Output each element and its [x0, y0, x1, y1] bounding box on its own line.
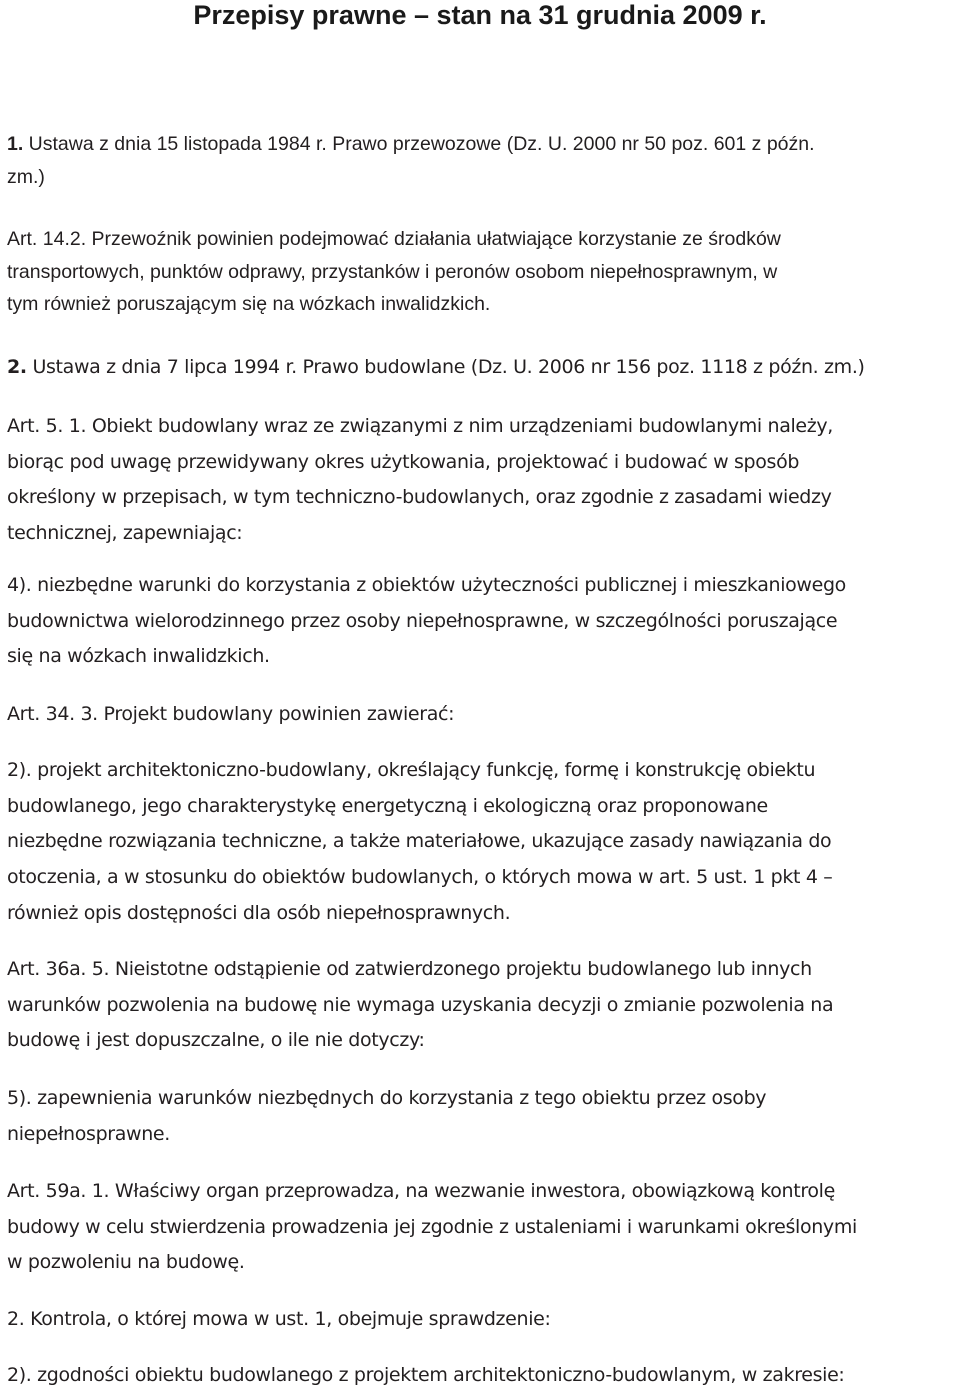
art-34-point-2-line-4: otoczenia, a w stosunku do obiektów budowlanych, o których mowa w art. 5 ust. 1 pkt 4 –: [7, 866, 833, 889]
art-59a-line-2: budowy w celu stwierdzenia prowadzenia jej zgodnie z ustaleniami i warunkami określonymi: [7, 1215, 857, 1238]
page-title: Przepisy prawne – stan na 31 grudnia 2009 r.: [193, 0, 767, 30]
art-34-point-2-line-3: niezbędne rozwiązania techniczne, a także materiałowe, ukazujące zasady nawiązania do: [7, 830, 832, 853]
art-34-paragraph: [7, 697, 957, 733]
art-59a-paragraph: [7, 1174, 957, 1281]
art-5-line-4: technicznej, zapewniając:: [7, 522, 243, 545]
art-36a-point-5-line-1: 5). zapewnienia warunków niezbędnych do korzystania z tego obiektu przez osoby: [7, 1087, 767, 1109]
art-5-point-4-line-2: budownictwa wielorodzinnego przez osoby niepełnosprawne, w szczególności poruszające: [7, 609, 838, 632]
art-59a-ust-2: [7, 1302, 957, 1338]
art-36a-line-1: Art. 36a. 5. Nieistotne odstąpienie od zatwierdzonego projektu budowlanego lub innych: [7, 958, 812, 980]
section-1-heading: [7, 128, 957, 193]
art-36a-line-2: warunków pozwolenia na budowę nie wymaga uzyskania decyzji o zmianie pozwolenia na: [7, 993, 834, 1016]
art-59a-ust-2-line: 2. Kontrola, o której mowa w ust. 1, obejmuje sprawdzenie:: [7, 1308, 551, 1330]
art-5-line-2: biorąc pod uwagę przewidywany okres użytkowania, projektować i budować w sposób: [7, 450, 800, 473]
art-34-point-2-line-5: również opis dostępności dla osób niepełnosprawnych.: [7, 901, 511, 924]
art-14-line-1: Art. 14.2. Przewoźnik powinien podejmować działania ułatwiające korzystanie ze środków: [7, 228, 781, 250]
art-14-line-3: tym również poruszającym się na wózkach inwalidzkich.: [7, 293, 491, 315]
section-2-number: 2.: [7, 356, 27, 378]
art-34-line: Art. 34. 3. Projekt budowlany powinien zawierać:: [7, 703, 455, 725]
art-34-point-2-line-2: budowlanego, jego charakterystykę energetyczną i ekologiczną oraz proponowane: [7, 794, 768, 817]
art-5-point-4: [7, 568, 957, 675]
section-1-number: 1.: [7, 133, 24, 155]
section-1-line-2: zm.): [7, 165, 45, 188]
art-59a-line-3: w pozwoleniu na budowę.: [7, 1251, 245, 1274]
art-14-paragraph: [7, 223, 957, 321]
art-59a-line-1: Art. 59a. 1. Właściwy organ przeprowadza, na wezwanie inwestora, obowiązkową kontrolę: [7, 1180, 835, 1202]
art-5-line-3: określony w przepisach, w tym techniczno-budowlanych, oraz zgodnie z zasadami wiedzy: [7, 486, 832, 509]
section-1-line-1: 1. Ustawa z dnia 15 listopada 1984 r. Prawo przewozowe (Dz. U. 2000 nr 50 poz. 601 z późn.: [7, 133, 815, 155]
art-36a-line-3: budowę i jest dopuszczalne, o ile nie dotyczy:: [7, 1029, 425, 1052]
art-5-point-4-line-3: się na wózkach inwalidzkich.: [7, 645, 270, 668]
art-5-point-4-line-1: 4). niezbędne warunki do korzystania z obiektów użyteczności publicznej i mieszkaniowego: [7, 574, 846, 596]
art-59a-ust-2-point-2-line: 2). zgodności obiektu budowlanego z projektem architektoniczno-budowlanym, w zakresie:: [7, 1364, 845, 1386]
art-36a-paragraph: [7, 952, 957, 1059]
art-36a-point-5-line-2: niepełnosprawne.: [7, 1122, 170, 1145]
art-34-point-2: [7, 753, 957, 932]
art-14-line-2: transportowych, punktów odprawy, przystanków i peronów osobom niepełnosprawnym, w: [7, 260, 778, 283]
art-5-paragraph: [7, 409, 957, 552]
art-34-point-2-line-1: 2). projekt architektoniczno-budowlany, określający funkcję, formę i konstrukcję obiektu: [7, 759, 816, 781]
art-5-line-1: Art. 5. 1. Obiekt budowlany wraz ze związanymi z nim urządzeniami budowlanymi należy,: [7, 415, 833, 437]
section-2-heading: [7, 350, 957, 386]
art-36a-point-5: [7, 1081, 957, 1152]
section-2-line: 2. Ustawa z dnia 7 lipca 1994 r. Prawo budowlane (Dz. U. 2006 nr 156 poz. 1118 z późn. zm.): [7, 356, 865, 378]
art-59a-ust-2-point-2: [7, 1358, 957, 1394]
